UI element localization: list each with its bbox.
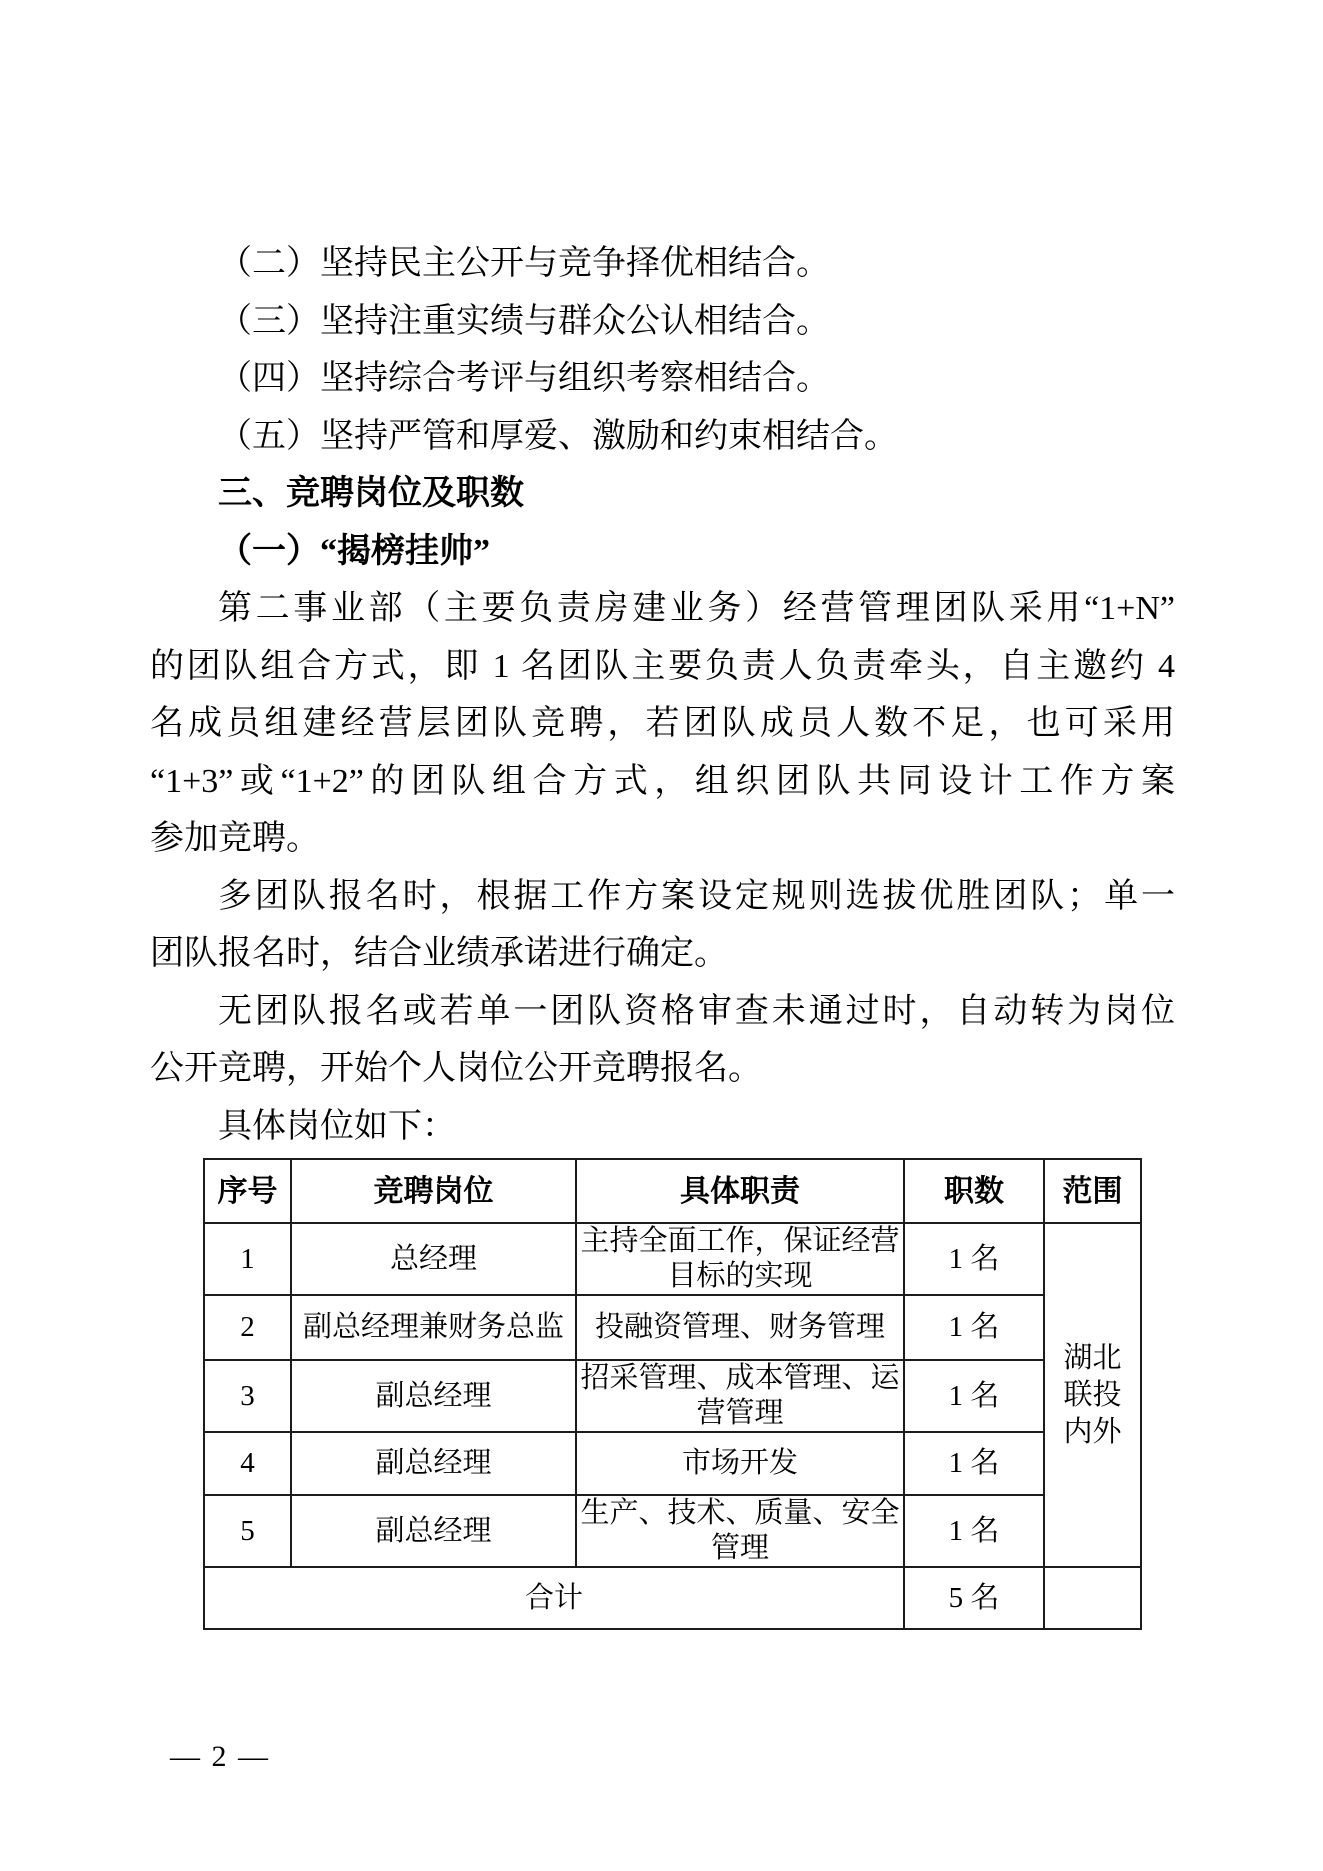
paragraph-line: 公开竞聘，开始个人岗位公开竞聘报名。 [150,1050,762,1087]
cell-count: 1 名 [904,1495,1044,1567]
paragraph-line: 的团队组合方式，即 1 名团队主要负责人负责牵头，自主邀约 4 [150,647,1175,685]
header-cell-count: 职数 [904,1159,1044,1223]
cell-position: 副总经理兼财务总监 [291,1295,576,1360]
cell-empty [1044,1567,1141,1629]
cell-no: 1 [204,1223,291,1295]
paragraph-line: 无团队报名或若单一团队资格审查未通过时，自动转为岗位 [218,992,1175,1030]
cell-duty: 投融资管理、财务管理 [576,1295,904,1360]
cell-no: 5 [204,1495,291,1567]
paragraph-line: 多团队报名时，根据工作方案设定规则选拔优胜团队；单一 [218,877,1175,915]
paragraph-line: 名成员组建经营层团队竞聘，若团队成员人数不足，也可采用 [150,705,1175,742]
positions-table [203,1158,1142,1630]
paragraph-line: 团队报名时，结合业绩承诺进行确定。 [150,935,728,972]
cell-no: 4 [204,1432,291,1495]
cell-duty: 主持全面工作，保证经营目标的实现 [576,1223,904,1295]
cell-position: 副总经理 [291,1495,576,1567]
cell-position: 副总经理 [291,1360,576,1432]
paragraph-line: 第二事业部（主要负责房建业务）经营管理团队采用“1+N” [218,590,1175,627]
cell-total-label: 合计 [204,1567,904,1629]
table-header-row [204,1159,1141,1223]
cell-count: 1 名 [904,1295,1044,1360]
cell-no: 3 [204,1360,291,1432]
cell-duty: 招采管理、成本管理、运营管理 [576,1360,904,1432]
table-row [204,1223,1141,1295]
cell-count: 1 名 [904,1360,1044,1432]
list-item-4: （四）坚持综合考评与组织考察相结合。 [218,360,830,397]
cell-count: 1 名 [904,1223,1044,1295]
table-row [204,1360,1141,1432]
header-cell-duty: 具体职责 [576,1159,904,1223]
table-intro-line: 具体岗位如下： [218,1107,456,1145]
cell-position: 总经理 [291,1223,576,1295]
subsection-heading: （一）“揭榜挂帅” [218,532,490,570]
cell-scope-merged: 湖北联投内外 [1044,1223,1141,1567]
cell-count: 1 名 [904,1432,1044,1495]
cell-no: 2 [204,1295,291,1360]
paragraph-line: 参加竞聘。 [150,820,320,857]
list-item-3: （三）坚持注重实绩与群众公认相结合。 [218,302,830,340]
list-item-5: （五）坚持严管和厚爱、激励和约束相结合。 [218,417,898,455]
header-cell-no: 序号 [204,1159,291,1223]
table-row [204,1495,1141,1567]
cell-duty: 生产、技术、质量、安全管理 [576,1495,904,1567]
cell-position: 副总经理 [291,1432,576,1495]
table-row [204,1432,1141,1495]
document-body-text [150,235,1175,1155]
table-row [204,1295,1141,1360]
paragraph-line: “1+3”或“1+2”的团队组合方式，组织团队共同设计工作方案 [150,762,1175,800]
header-cell-position: 竞聘岗位 [291,1159,576,1223]
header-cell-scope: 范围 [1044,1159,1141,1223]
section-heading: 三、竞聘岗位及职数 [218,474,524,512]
cell-total-count: 5 名 [904,1567,1044,1629]
page-number: — 2 — [170,1740,270,1773]
list-item-2: （二）坚持民主公开与竞争择优相结合。 [218,245,830,282]
table-total-row [204,1567,1141,1629]
cell-duty: 市场开发 [576,1432,904,1495]
